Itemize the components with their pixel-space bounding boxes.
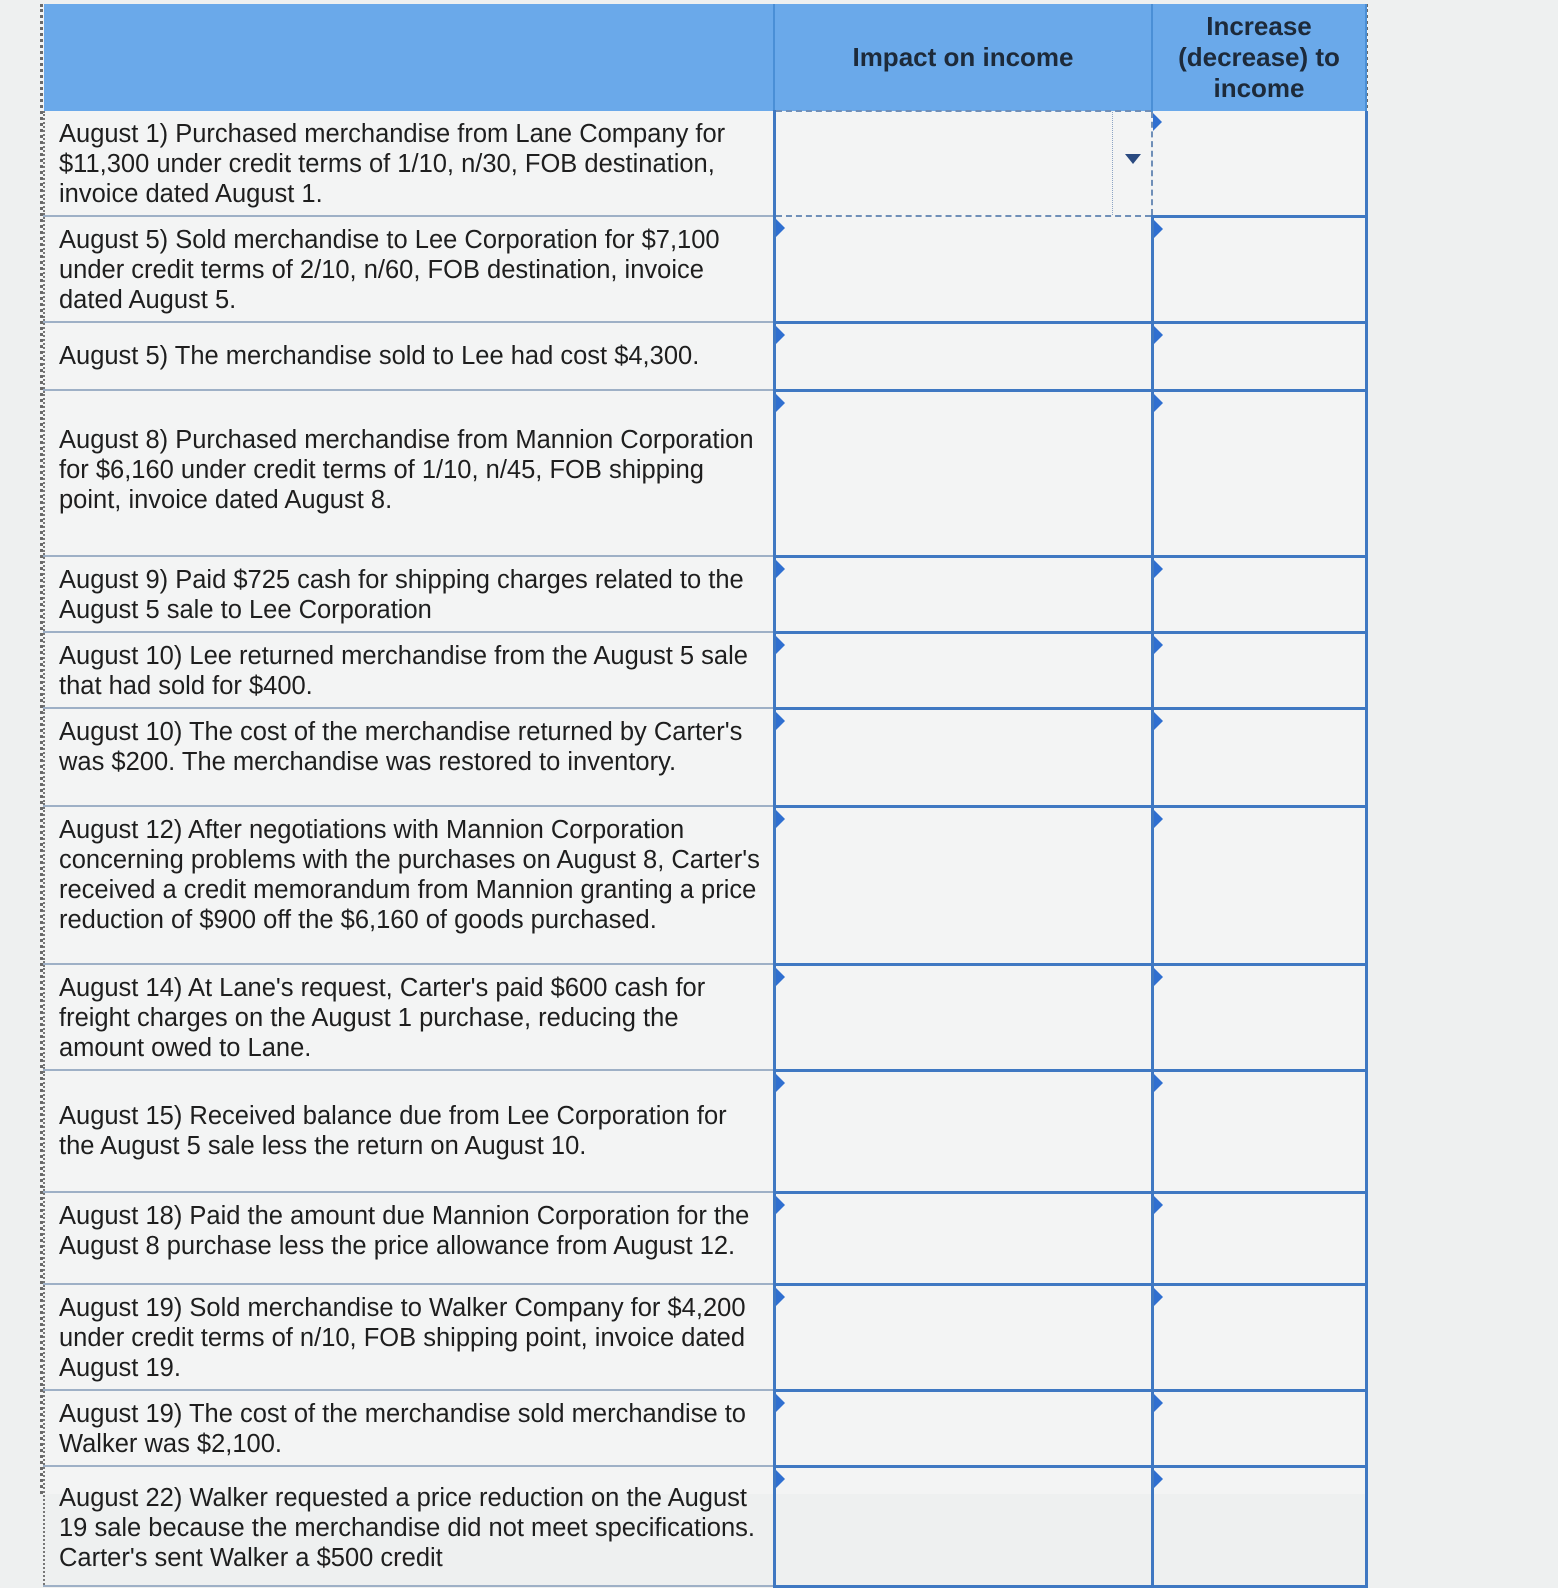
input-marker-icon (776, 968, 785, 986)
impact-select[interactable] (774, 708, 1152, 806)
impact-select[interactable] (774, 632, 1152, 708)
amount-input[interactable] (1152, 632, 1366, 708)
table-header-row (44, 4, 1366, 111)
transaction-description: August 5) The merchandise sold to Lee had cost $4,300. (44, 322, 774, 390)
header-impact-on-income: Impact on income (774, 4, 1152, 111)
input-marker-icon (776, 326, 785, 344)
impact-select[interactable] (774, 806, 1152, 964)
table-row (44, 1390, 1366, 1466)
input-marker-icon (1154, 220, 1163, 238)
table-row (44, 964, 1366, 1070)
transaction-description: August 19) The cost of the merchandise sold merchandise to Walker was $2,100. (44, 1390, 774, 1466)
transaction-description: August 8) Purchased merchandise from Mannion Corporation for $6,160 under credit terms of 1/10, n/45, FOB shipping point, invoice dated August 8. (44, 390, 774, 556)
transaction-description: August 5) Sold merchandise to Lee Corporation for $7,100 under credit terms of 2/10, n/60, FOB destination, invoice dated August 5. (44, 216, 774, 322)
amount-input[interactable] (1152, 1466, 1366, 1586)
input-marker-icon (776, 636, 785, 654)
amount-input[interactable] (1152, 556, 1366, 632)
amount-input[interactable] (1152, 1192, 1366, 1284)
input-marker-icon (776, 560, 785, 578)
impact-select[interactable] (774, 964, 1152, 1070)
input-marker-icon (776, 1196, 785, 1214)
input-marker-icon (1154, 712, 1163, 730)
table-row (44, 322, 1366, 390)
input-marker-icon (776, 1288, 785, 1306)
table-row (44, 556, 1366, 632)
amount-input[interactable] (1152, 390, 1366, 556)
input-marker-icon (1154, 968, 1163, 986)
impact-select[interactable] (774, 216, 1152, 322)
transaction-description: August 15) Received balance due from Lee Corporation for the August 5 sale less the return on August 10. (44, 1070, 774, 1192)
transaction-description: August 14) At Lane's request, Carter's paid $600 cash for freight charges on the August 1 purchase, reducing the amount owed to Lane. (44, 964, 774, 1070)
amount-input[interactable] (1152, 708, 1366, 806)
transaction-description: August 22) Walker requested a price reduction on the August 19 sale because the merchandise did not meet specifications. Carter's sent Walker a $500 credit (44, 1466, 774, 1586)
table-row (44, 632, 1366, 708)
table-row (44, 806, 1366, 964)
input-marker-icon (1154, 326, 1163, 344)
input-marker-icon (1154, 636, 1163, 654)
table-row (44, 1466, 1366, 1586)
input-marker-icon (776, 712, 785, 730)
table-row (44, 111, 1366, 216)
impact-select[interactable] (774, 1070, 1152, 1192)
transactions-table (43, 4, 1368, 1588)
input-marker-icon (1154, 1196, 1163, 1214)
impact-select[interactable] (774, 1192, 1152, 1284)
impact-select[interactable] (774, 322, 1152, 390)
transaction-description: August 19) Sold merchandise to Walker Company for $4,200 under credit terms of n/10, FOB shipping point, invoice dated August 19. (44, 1284, 774, 1390)
impact-select[interactable] (774, 556, 1152, 632)
input-marker-icon (776, 810, 785, 828)
amount-input[interactable] (1152, 1284, 1366, 1390)
input-marker-icon (776, 1470, 785, 1488)
input-marker-icon (776, 1394, 785, 1412)
transaction-description: August 18) Paid the amount due Mannion Corporation for the August 8 purchase less the price allowance from August 12. (44, 1192, 774, 1284)
amount-input[interactable] (1152, 1390, 1366, 1466)
select-divider (1112, 112, 1113, 215)
input-marker-icon (1154, 1394, 1163, 1412)
table-row (44, 1070, 1366, 1192)
impact-select[interactable] (774, 390, 1152, 556)
amount-input[interactable] (1152, 322, 1366, 390)
impact-select[interactable] (774, 1466, 1152, 1586)
transaction-description: August 10) The cost of the merchandise returned by Carter's was $200. The merchandise was restored to inventory. (44, 708, 774, 806)
amount-input[interactable] (1152, 216, 1366, 322)
table-row (44, 390, 1366, 556)
header-increase-decrease: Increase (decrease) to income (1152, 4, 1366, 111)
journal-worksheet (40, 4, 1368, 1572)
transaction-description: August 1) Purchased merchandise from Lane Company for $11,300 under credit terms of 1/10, n/30, FOB destination, invoice dated August 1. (44, 111, 774, 216)
input-marker-icon (776, 219, 785, 237)
input-marker-icon (1154, 560, 1163, 578)
amount-input[interactable] (1152, 111, 1366, 216)
input-marker-icon (1154, 1288, 1163, 1306)
impact-select[interactable] (774, 1284, 1152, 1390)
table-row (44, 216, 1366, 322)
input-marker-icon (1154, 394, 1163, 412)
amount-input[interactable] (1152, 806, 1366, 964)
chevron-down-icon[interactable] (1125, 154, 1141, 164)
input-marker-icon (1153, 113, 1162, 131)
table-row (44, 1284, 1366, 1390)
transaction-description: August 9) Paid $725 cash for shipping charges related to the August 5 sale to Lee Corporation (44, 556, 774, 632)
input-marker-icon (776, 1074, 785, 1092)
input-marker-icon (1154, 1074, 1163, 1092)
amount-input[interactable] (1152, 1070, 1366, 1192)
transaction-description: August 10) Lee returned merchandise from the August 5 sale that had sold for $400. (44, 632, 774, 708)
amount-input[interactable] (1152, 964, 1366, 1070)
impact-select[interactable] (774, 1390, 1152, 1466)
header-description (44, 4, 774, 111)
input-marker-icon (776, 394, 785, 412)
input-marker-icon (1154, 810, 1163, 828)
transaction-description: August 12) After negotiations with Mannion Corporation concerning problems with the purchases on August 8, Carter's received a credit memorandum from Mannion granting a price reduction of $900 off the $6,160 of goods purchased. (44, 806, 774, 964)
impact-select[interactable] (774, 111, 1152, 216)
table-row (44, 1192, 1366, 1284)
input-marker-icon (1154, 1470, 1163, 1488)
table-row (44, 708, 1366, 806)
